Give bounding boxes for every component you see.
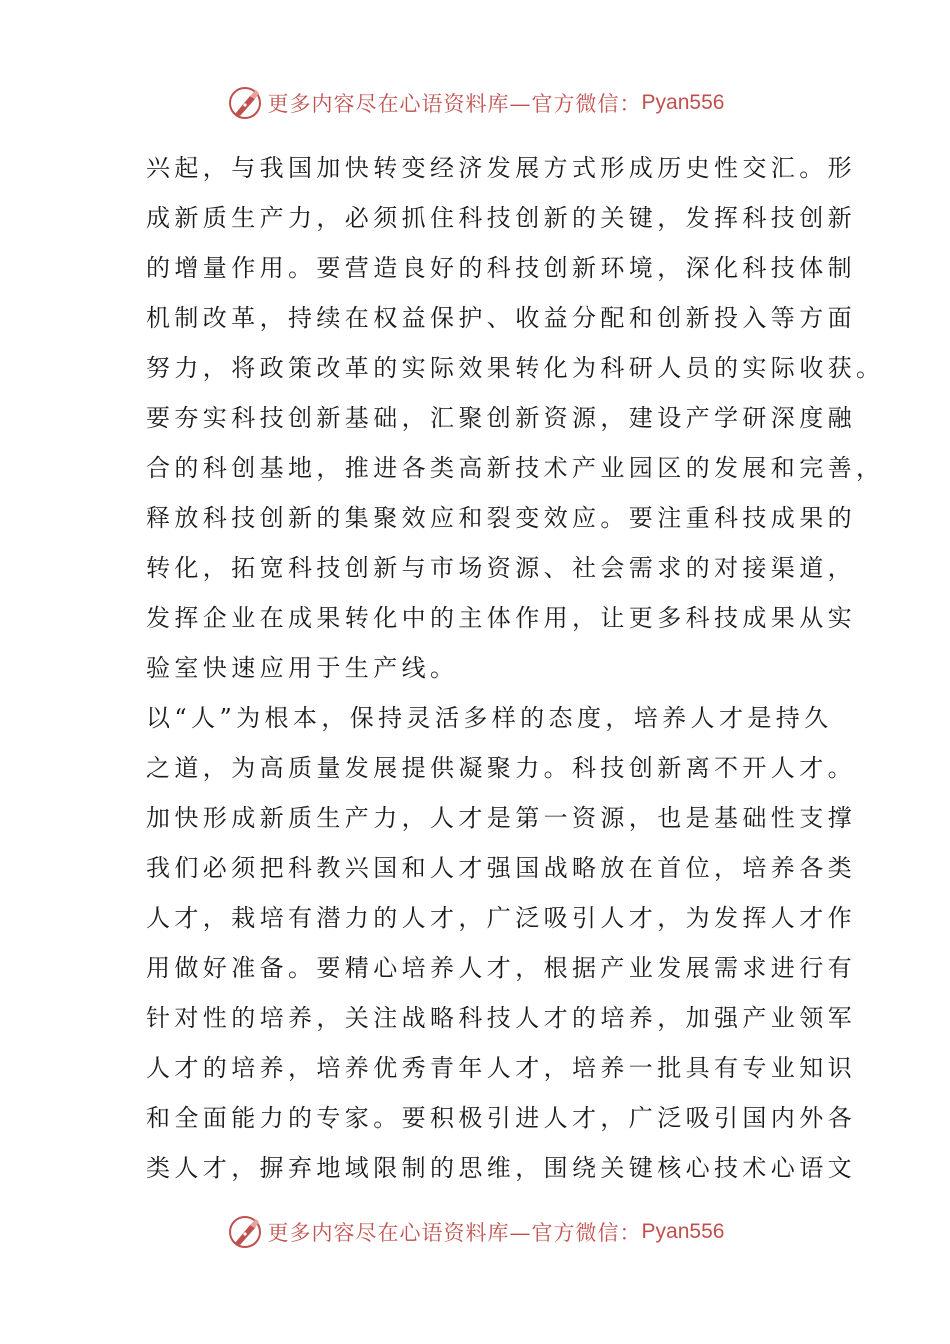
pen-nib-logo-icon — [226, 84, 264, 122]
text-line: 转化，拓宽科技创新与市场资源、社会需求的对接渠道， — [146, 554, 856, 582]
text-line: 发挥企业在成果转化中的主体作用，让更多科技成果从实 — [146, 604, 856, 632]
banner-text: 更多内容尽在心语资料库—官方微信： — [267, 92, 642, 116]
banner-wechat-handle: Pyan556 — [641, 1220, 725, 1243]
text-line: 以“人”为根本，保持灵活多样的态度，培养人才是持久 — [146, 704, 833, 732]
document-body — [146, 143, 885, 1193]
text-line: 人才的培养，培养优秀青年人才，培养一批具有专业知识 — [146, 1054, 856, 1082]
text-line: 释放科技创新的集聚效应和裂变效应。要注重科技成果的 — [146, 504, 856, 532]
header-banner — [0, 80, 950, 126]
footer-banner — [0, 1209, 950, 1255]
text-line: 我们必须把科教兴国和人才强国战略放在首位，培养各类 — [146, 854, 856, 882]
text-line: 人才，栽培有潜力的人才，广泛吸引人才，为发挥人才作 — [146, 904, 856, 932]
text-line: 用做好准备。要精心培养人才，根据产业发展需求进行有 — [146, 954, 856, 982]
paragraph-1 — [146, 143, 885, 693]
text-line: 兴起，与我国加快转变经济发展方式形成历史性交汇。形 — [146, 154, 856, 182]
text-line: 和全面能力的专家。要积极引进人才，广泛吸引国内外各 — [146, 1104, 856, 1132]
text-line: 努力，将政策改革的实际效果转化为科研人员的实际收获。 — [146, 354, 885, 382]
text-line: 针对性的培养，关注战略科技人才的培养，加强产业领军 — [146, 1004, 856, 1032]
banner-text: 更多内容尽在心语资料库—官方微信： — [267, 1221, 642, 1245]
banner-wechat-handle: Pyan556 — [641, 91, 725, 114]
text-line: 要夯实科技创新基础，汇聚创新资源，建设产学研深度融 — [146, 404, 856, 432]
text-line: 机制改革，持续在权益保护、收益分配和创新投入等方面 — [146, 304, 856, 332]
text-line: 验室快速应用于生产线。 — [146, 654, 459, 682]
text-line: 之道，为高质量发展提供凝聚力。科技创新离不开人才。 — [146, 754, 856, 782]
text-line: 类人才，摒弃地域限制的思维，围绕关键核心技术心语文 — [146, 1154, 856, 1182]
paragraph-2 — [146, 693, 856, 1193]
pen-nib-logo-icon — [226, 1213, 264, 1251]
text-line: 的增量作用。要营造良好的科技创新环境，深化科技体制 — [146, 254, 856, 282]
text-line: 加快形成新质生产力，人才是第一资源，也是基础性支撑 — [146, 804, 856, 832]
text-line: 成新质生产力，必须抓住科技创新的关键，发挥科技创新 — [146, 204, 856, 232]
text-line: 合的科创基地，推进各类高新技术产业园区的发展和完善， — [146, 454, 885, 482]
